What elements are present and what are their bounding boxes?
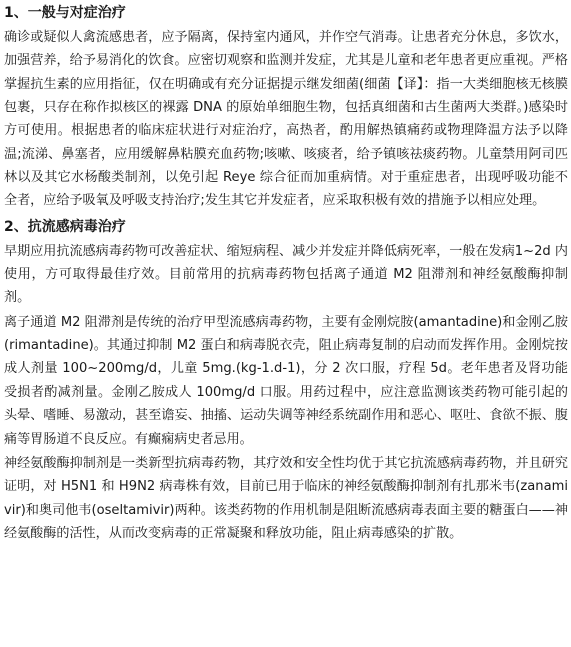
- section-heading-symptomatic-treatment: 1、一般与对症治疗: [4, 5, 126, 21]
- section-paragraph: 早期应用抗流感病毒药物可改善症状、缩短病程、减少并发症并降低病死率，一般在发病1~2d 内使用，方可取得最佳疗效。目前常用的抗病毒药物包括离子通道 M2 阻滞剂和神经氨酸酶抑制剂。: [4, 243, 568, 306]
- article: [4, 2, 568, 546]
- section-heading-antiviral-treatment: 2、抗流感病毒治疗: [4, 218, 126, 235]
- section-paragraph: 确诊或疑似人禽流感患者，应予隔离，保持室内通风，并作空气消毒。让患者充分休息，多饮水，加强营养，给予易消化的饮食。应密切观察和监测并发症，尤其是儿童和老年患者更应重视。严格掌握抗生素的应用指征，仅在明确或有充分证据提示继发细菌(细菌【译】：指一大类细胞核无核膜包裹，只存在称作拟核区的裸露 DNA 的原始单细胞生物，包括真细菌和古生菌两大类群。)感染时方可使用。根据患者的临床症状进行对症治疗，高热者，酌用解热镇痛药或物理降温方法予以降温;流涕、鼻塞者，应用缓解鼻粘膜充血药物;咳嗽、咳痰者，给予镇咳祛痰药物。儿童禁用阿司匹林以及其它水杨酸类制剂，以免引起 Reye 综合征而加重病情。对于重症患者，出现呼吸功能不全者，应给予吸氧及呼吸支持治疗;发生其它并发症者，应采取积极有效的措施予以相应处理。: [4, 30, 568, 209]
- section-paragraph: 离子通道 M2 阻滞剂是传统的治疗甲型流感病毒药物，主要有金刚烷胺(amantadine)和金刚乙胺(rimantadine)。其通过抑制 M2 蛋白和病毒脱衣壳，阻止病毒复制的启动而发挥作用。金刚烷按成人剂量 100~200mg/d，儿童 5mg.(kg-1.d-1)，分 2 次口服，疗程 5d。老年患者及肾功能受损者酌减剂量。金刚乙胺成人 100mg/d 口服。用药过程中，应注意监测该类药物可能引起的头晕、嗜睡、易激动，甚至谵妄、抽搐、运动失调等神经系统副作用和恶心、呕吐、食欲不振、腹痛等胃肠道不良反应。有癫痫病史者忌用。: [4, 314, 568, 447]
- section-paragraph: 神经氨酸酶抑制剂是一类新型抗病毒药物，其疗效和安全性均优于其它抗流感病毒药物，并且研究证明，对 H5N1 和 H9N2 病毒株有效，目前已用于临床的神经氨酸酶抑制剂有扎那米韦(zanamivir)和奥司他韦(oseltamivir)两种。该类药物的作用机制是阻断流感病毒表面主要的糖蛋白——神经氨酸酶的活性，从而改变病毒的正常凝聚和释放功能，阻止病毒感染的扩散。: [4, 455, 568, 541]
